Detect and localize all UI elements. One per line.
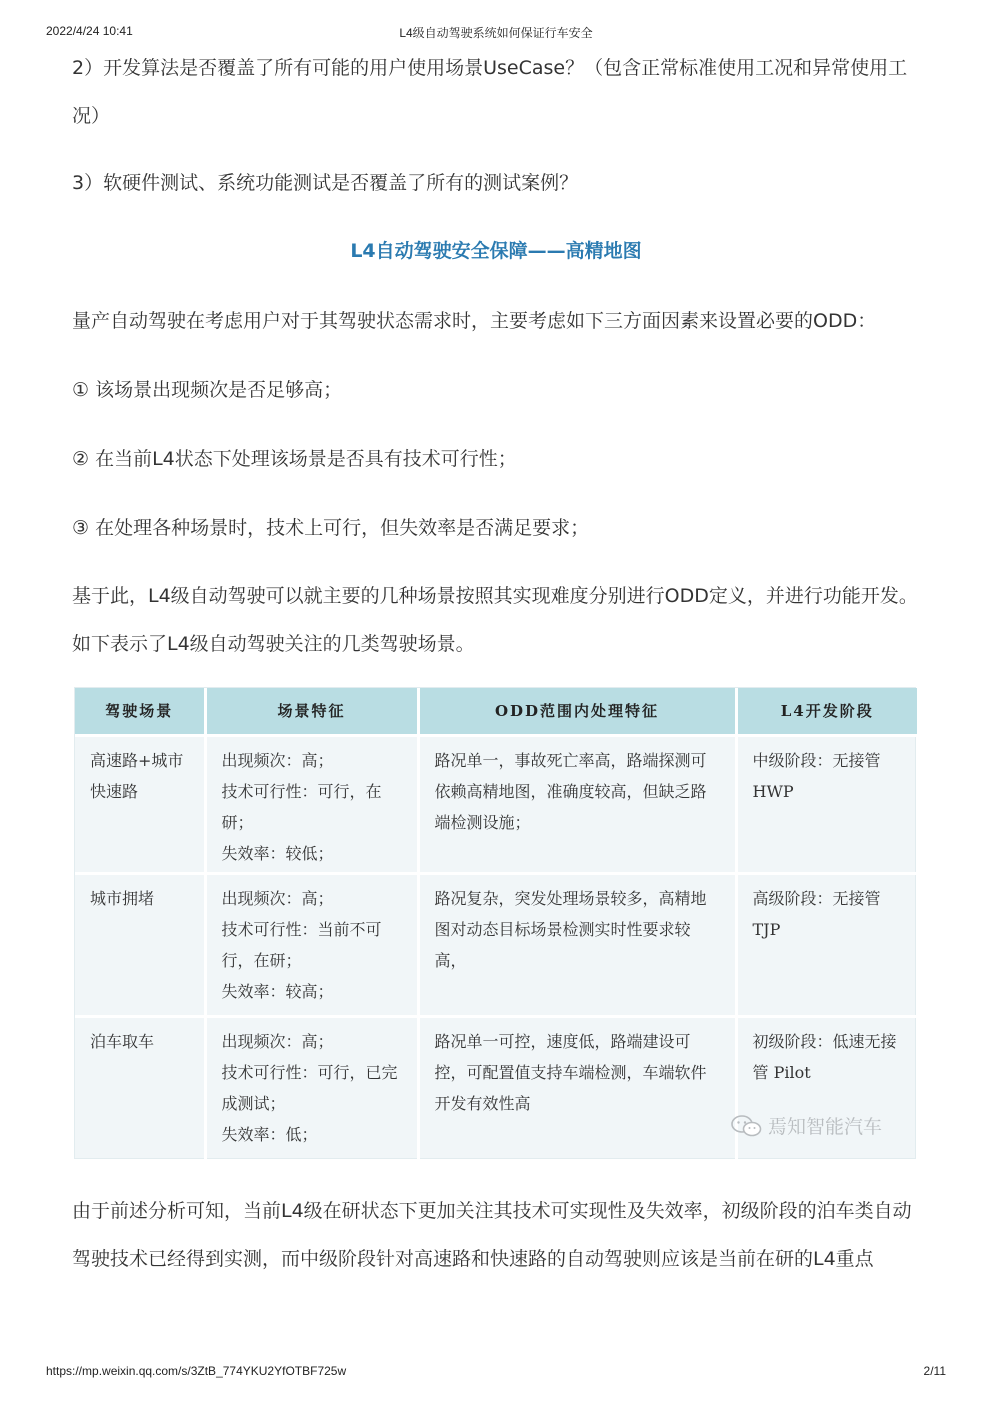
factor-3: ③ 在处理各种场景时，技术上可行，但失效率是否满足要求； <box>72 517 590 539</box>
feature-failure-rate: 失效率：较低； <box>221 843 334 863</box>
feature-feasibility: 技术可行性：可行，已完成测试； <box>221 1062 398 1113</box>
feature-feasibility: 技术可行性：当前不可行，在研； <box>221 919 382 970</box>
watermark-text: 焉知智能汽车 <box>768 1116 883 1138</box>
print-url: https://mp.weixin.qq.com/s/3ZtB_774YKU2YfOTBF725w <box>46 1364 347 1378</box>
body-item-3: 3）软硬件测试、系统功能测试是否覆盖了所有的测试案例？ <box>72 172 579 194</box>
cell-features <box>205 873 418 1016</box>
body-item-2: 2）开发算法是否覆盖了所有可能的用户使用场景UseCase？（包含正常标准使用工况和异常使用工况） <box>72 57 908 127</box>
cell-odd: 路况单一，事故死亡率高，路端探测可依赖高精地图，准确度较高，但缺乏路端检测设施； <box>418 735 736 873</box>
feature-failure-rate: 失效率：较高； <box>221 981 334 1001</box>
header-stage: L4开发阶段 <box>780 702 874 721</box>
scenario-table <box>75 688 917 1160</box>
feature-frequency: 出现频次：高； <box>221 888 334 908</box>
print-page-title: L4级自动驾驶系统如何保证行车安全 <box>399 26 593 40</box>
feature-frequency: 出现频次：高； <box>221 750 334 770</box>
summary-paragraph: 基于此，L4级自动驾驶可以就主要的几种场景按照其实现难度分别进行ODD定义，并进行功能开发。如下表示了L4级自动驾驶关注的几类驾驶场景。 <box>72 585 918 655</box>
header-scene: 驾驶场景 <box>75 688 205 735</box>
cell-stage: 初级阶段：低速无接管 Pilot <box>736 1016 917 1160</box>
cell-stage: 中级阶段：无接管 HWP <box>736 735 917 873</box>
cell-features <box>205 1016 418 1160</box>
wechat-icon <box>730 1114 764 1138</box>
cell-odd: 路况复杂，突发处理场景较多，高精地图对动态目标场景检测实时性要求较高， <box>418 873 736 1016</box>
feature-frequency: 出现频次：高； <box>221 1031 334 1051</box>
factor-2: ② 在当前L4状态下处理该场景是否具有技术可行性； <box>72 448 517 470</box>
feature-failure-rate: 失效率：低； <box>221 1124 318 1144</box>
intro-paragraph: 量产自动驾驶在考虑用户对于其驾驶状态需求时，主要考虑如下三方面因素来设置必要的ODD： <box>72 310 877 332</box>
cell-scene: 高速路+城市快速路 <box>75 735 205 873</box>
table-row <box>75 873 917 1016</box>
factor-1: ① 该场景出现频次是否足够高； <box>72 379 343 401</box>
cell-scene: 城市拥堵 <box>75 873 205 1016</box>
conclusion-paragraph: 由于前述分析可知，当前L4级在研状态下更加关注其技术可实现性及失效率，初级阶段的泊车类自动驾驶技术已经得到实测，而中级阶段针对高速路和快速路的自动驾驶则应该是当前在研的L4重点 <box>72 1200 912 1270</box>
table-header-row <box>75 688 917 735</box>
section-heading: L4自动驾驶安全保障——高精地图 <box>350 240 642 262</box>
scenario-table-image <box>74 687 916 1159</box>
feature-feasibility: 技术可行性：可行，在研； <box>221 781 382 832</box>
watermark <box>730 1112 882 1139</box>
header-odd: ODD范围内处理特征 <box>418 688 736 735</box>
table-row <box>75 735 917 873</box>
cell-scene: 泊车取车 <box>75 1016 205 1160</box>
header-features: 场景特征 <box>205 688 418 735</box>
print-datetime: 2022/4/24 10:41 <box>46 24 133 38</box>
page-number: 2/11 <box>923 1364 946 1378</box>
cell-features <box>205 735 418 873</box>
cell-stage: 高级阶段：无接管 TJP <box>736 873 917 1016</box>
cell-odd: 路况单一可控，速度低，路端建设可控，可配置值支持车端检测，车端软件开发有效性高 <box>418 1016 736 1160</box>
